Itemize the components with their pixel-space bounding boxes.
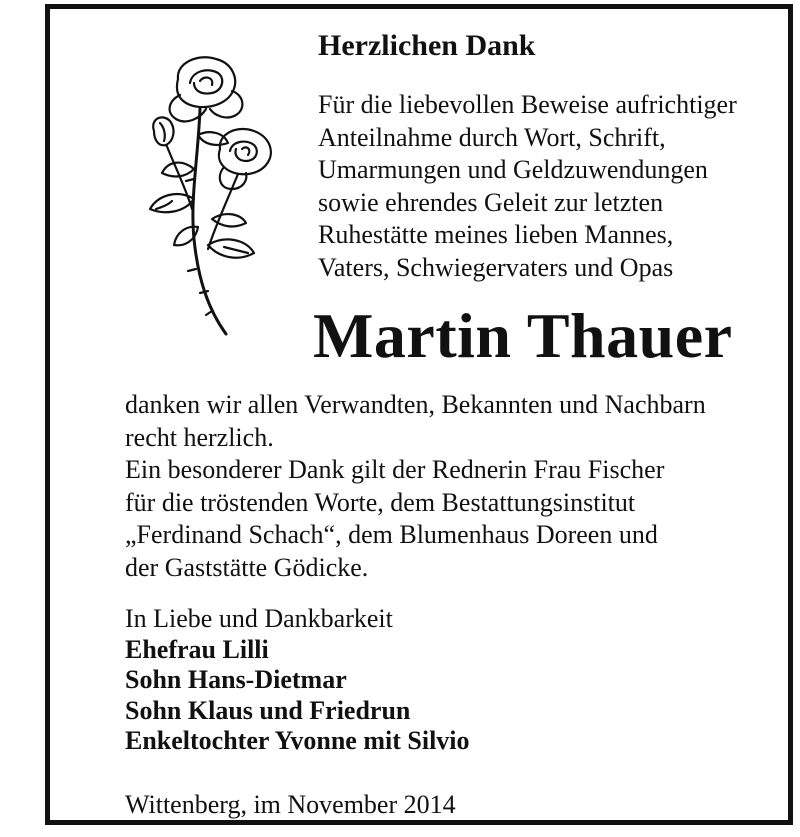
place-date: Wittenberg, im November 2014 — [125, 790, 456, 819]
intro-line: Ruhestätte meines lieben Mannes, — [318, 220, 674, 249]
body-line: danken wir allen Verwandten, Bekannten und Nachbarn — [125, 390, 706, 419]
intro-text — [318, 89, 737, 284]
intro-line: Für die liebevollen Beweise aufrichtiger — [318, 90, 737, 119]
signature-block — [125, 604, 470, 757]
intro-line: sowie ehrendes Geleit zur letzten — [318, 187, 664, 217]
intro-line: Anteilnahme durch Wort, Schrift, — [318, 122, 666, 152]
body-line: Ein besonderer Dank gilt der Rednerin Frau Fischer — [125, 455, 665, 484]
rose-icon — [128, 49, 298, 339]
closing-line: In Liebe und Dankbarkeit — [125, 604, 393, 633]
body-line: der Gaststätte Gödicke. — [125, 552, 369, 582]
family-member: Sohn Klaus und Friedrun — [125, 695, 411, 725]
body-line: recht herzlich. — [125, 422, 274, 452]
heading: Herzlichen Dank — [318, 29, 536, 62]
body-line: für die tröstenden Worte, dem Bestattungsinstitut — [125, 487, 636, 517]
deceased-name: Martin Thauer — [313, 300, 733, 371]
body-line: „Ferdinand Schach“, dem Blumenhaus Doreen und — [125, 520, 658, 549]
family-member: Enkeltochter Yvonne mit Silvio — [125, 726, 470, 755]
family-member: Sohn Hans-Dietmar — [125, 665, 347, 694]
family-member: Ehefrau Lilli — [125, 634, 269, 664]
intro-line: Vaters, Schwiegervaters und Opas — [318, 252, 674, 282]
thanks-text — [125, 389, 706, 584]
intro-line: Umarmungen und Geldzuwendungen — [318, 155, 708, 184]
obituary-card — [45, 4, 793, 825]
